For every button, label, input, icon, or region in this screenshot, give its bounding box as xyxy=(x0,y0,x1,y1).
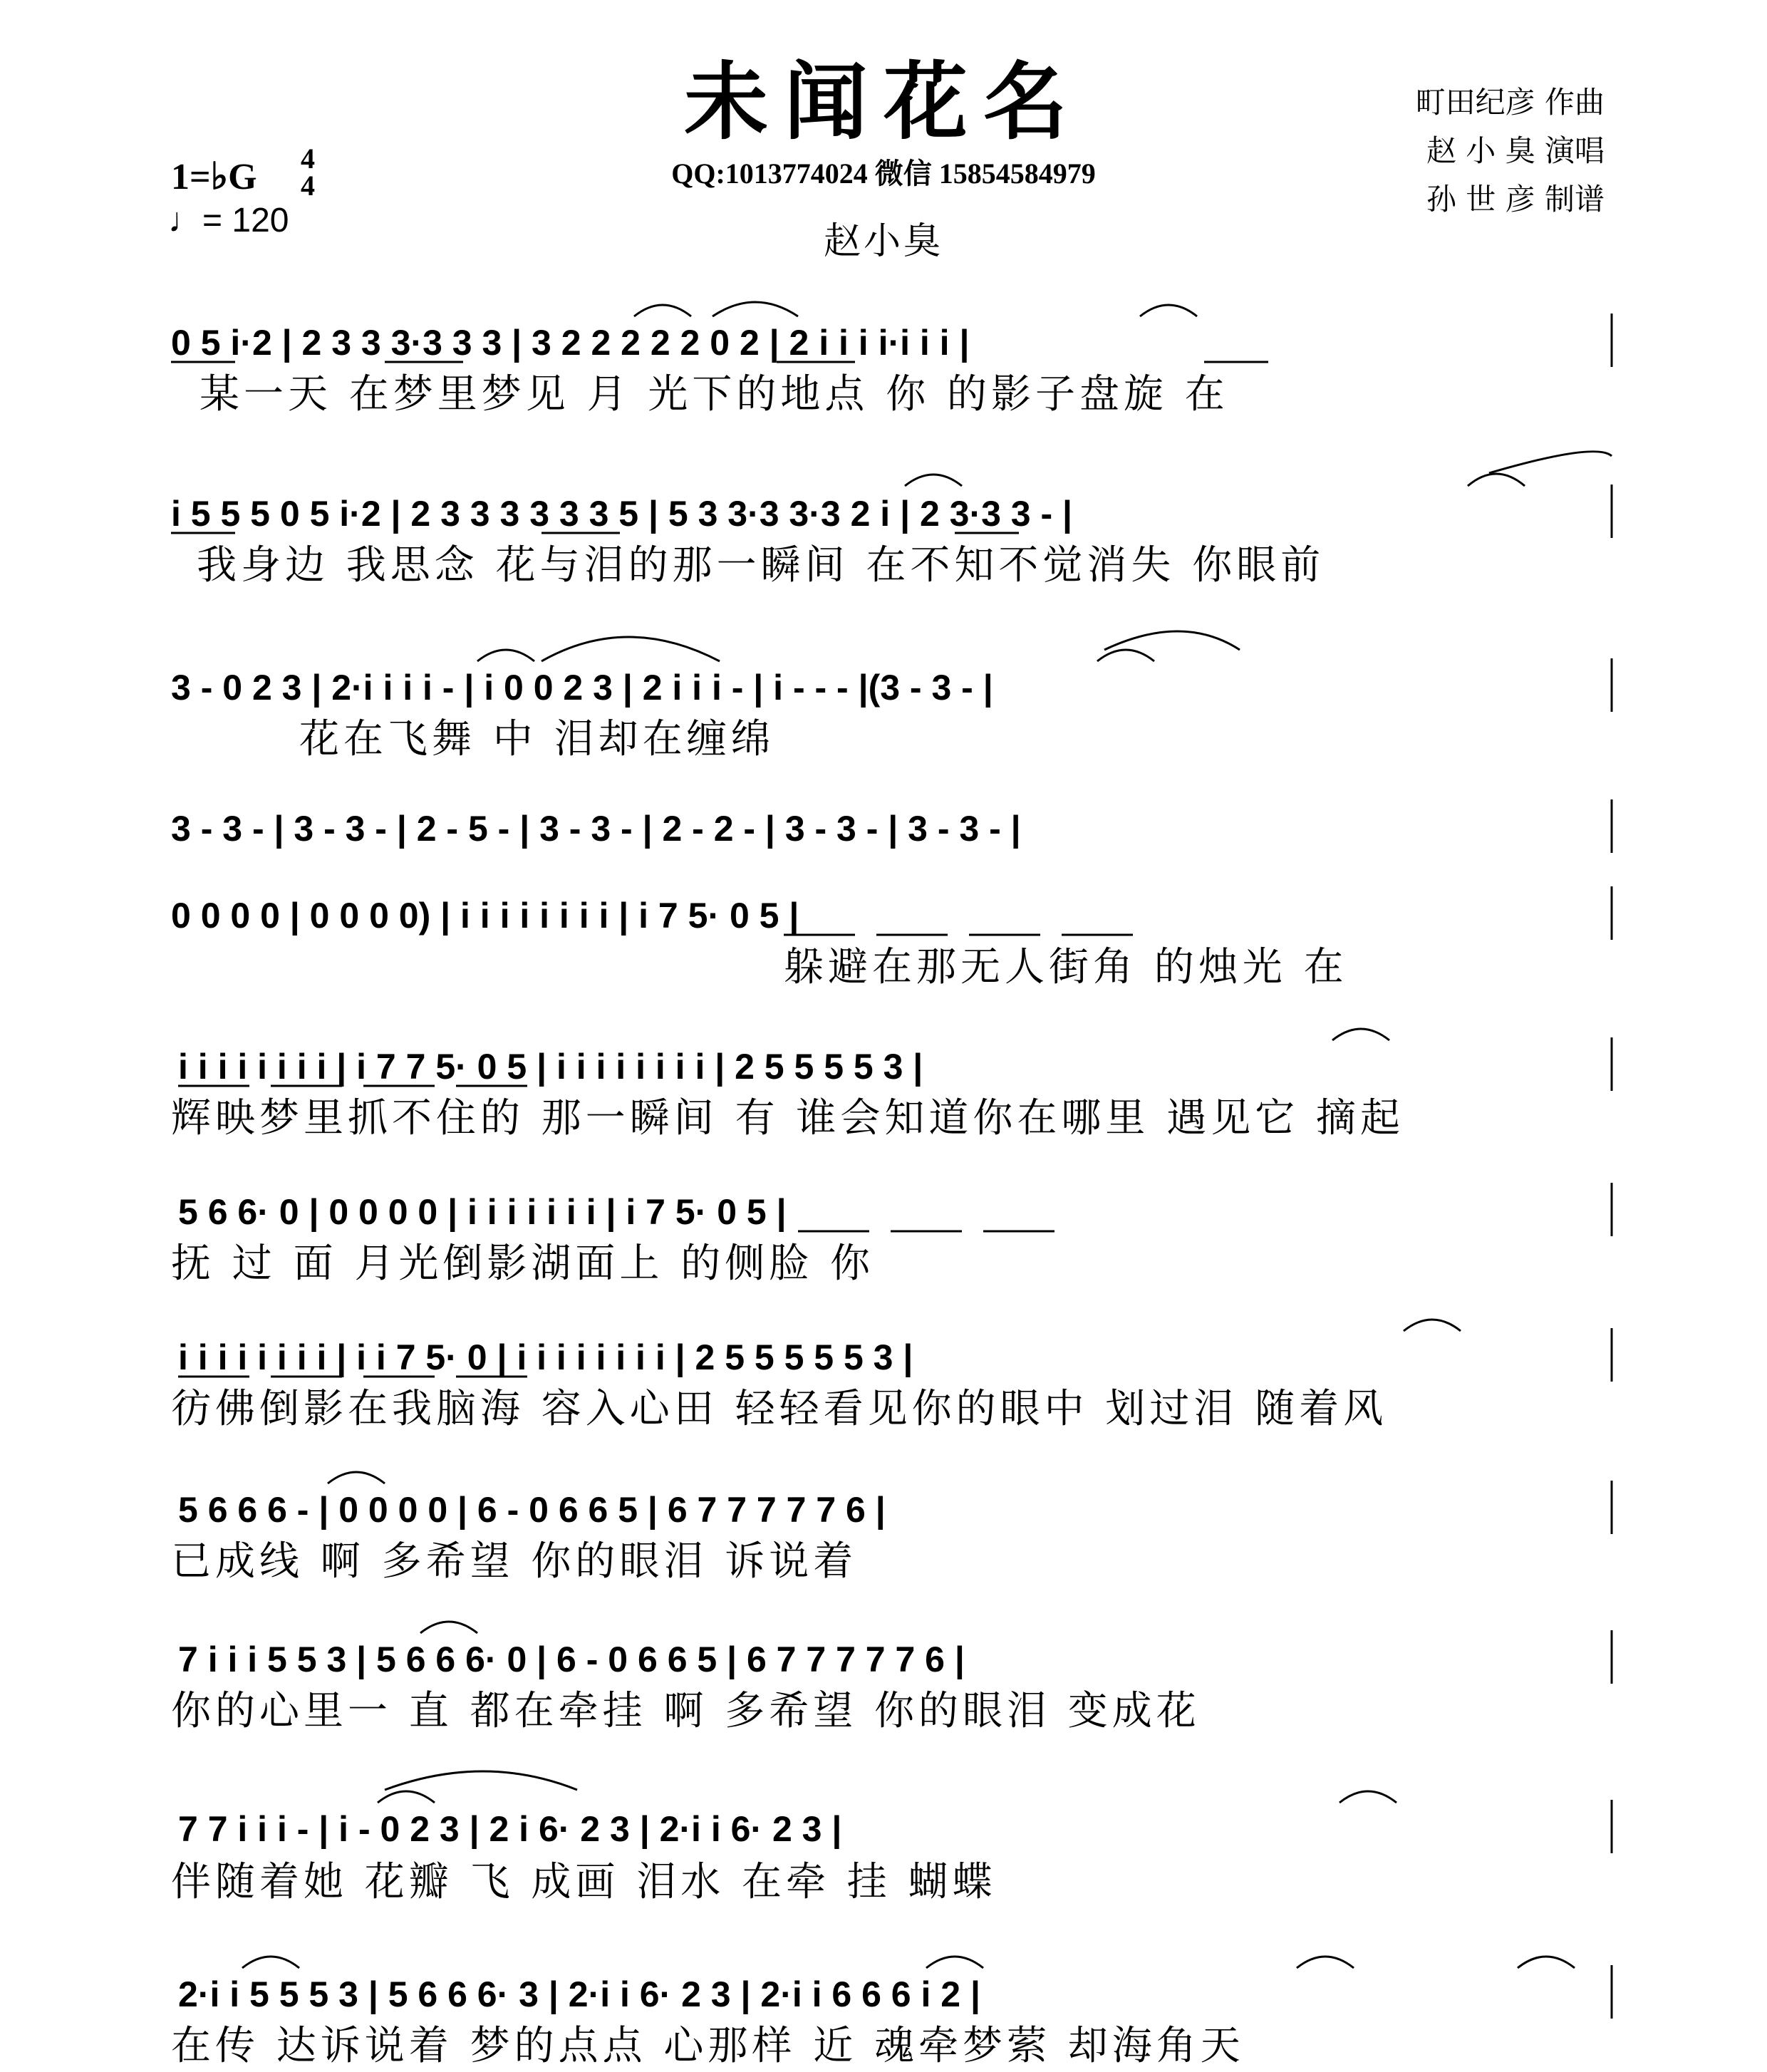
score-system xyxy=(171,1047,1404,1141)
slur xyxy=(1468,474,1525,486)
notation-line: 3 - 0 2 3 | 2·i i i i - | i 0 0 2 3 | 2 i i i - | i - - - |(3 - 3 - | xyxy=(171,668,993,708)
slur xyxy=(542,637,720,661)
lyric-line: 某一天 在梦里梦见 月 光下的地点 你 的影子盘旋 在 xyxy=(200,371,1229,418)
slur xyxy=(1097,650,1154,661)
lyric-line: 在传 达诉说着 梦的点点 心那样 近 魂牵梦萦 却海角天 xyxy=(171,2023,1245,2069)
slur xyxy=(1140,305,1197,316)
lyric-line: 抚 过 面 月光倒影湖面上 的侧脸 你 xyxy=(171,1240,875,1287)
notation-line: i i i i i i i i | i 7 7 5· 0 5 | i i i i i i i i | 2 5 5 5 5 3 | xyxy=(178,1047,923,1087)
lyric-line: 你的心里一 直 都在牵挂 啊 多希望 你的眼泪 变成花 xyxy=(171,1688,1201,1734)
meter-denominator: 4 xyxy=(301,170,315,202)
song-title: 未闻花名 xyxy=(683,53,1083,151)
meter-numerator: 4 xyxy=(301,143,315,175)
lyric-line: 花在飞舞 中 泪却在缠绵 xyxy=(299,716,775,762)
notation-line: i 5 5 5 0 5 i·2 | 2 3 3 3 3 3 3 5 | 5 3 3·3 3·3 2 i | 2 3·3 3 - | xyxy=(171,494,1073,534)
performer-credit: 赵 小 臭 演唱 xyxy=(1426,133,1605,168)
slur xyxy=(420,1622,477,1633)
notation-line: 0 5 i·2 | 2 3 3 3·3 3 3 | 3 2 2 2 2 2 0 2 | 2 i i i i·i i i | xyxy=(171,323,970,363)
lyric-line: 彷佛倒影在我脑海 容入心田 轻轻看见你的眼中 划过泪 随着风 xyxy=(171,1386,1388,1432)
notation-line: 0 0 0 0 | 0 0 0 0) | i i i i i i i i | i 7 5· 0 5 | xyxy=(171,896,799,936)
score-system xyxy=(171,809,1021,849)
slur xyxy=(1332,1029,1389,1040)
transcriber-credit: 孙 世 彦 制谱 xyxy=(1426,182,1605,217)
notation-line: 5 6 6 6 - | 0 0 0 0 | 6 - 0 6 6 5 | 6 7 7 7 7 7 6 | xyxy=(178,1490,886,1530)
tempo-marking: ♩= 120 xyxy=(168,202,289,239)
score-system xyxy=(171,1490,886,1585)
score-system xyxy=(171,1192,874,1287)
notation-line: 5 6 6· 0 | 0 0 0 0 | i i i i i i i | i 7 5· 0 5 | xyxy=(178,1192,787,1232)
lyric-line: 已成线 啊 多希望 你的眼泪 诉说着 xyxy=(171,1538,858,1585)
lyric-line: 伴随着她 花瓣 飞 成画 泪水 在牵 挂 蝴蝶 xyxy=(171,1859,997,1905)
notation-line: 3 - 3 - | 3 - 3 - | 2 - 5 - | 3 - 3 - | 2 - 2 - | 3 - 3 - | 3 - 3 - | xyxy=(171,809,1021,849)
notation-line: 7 7 i i i - | i - 0 2 3 | 2 i 6· 2 3 | 2·i i 6· 2 3 | xyxy=(178,1809,842,1849)
score-system xyxy=(171,668,993,762)
slur xyxy=(1104,631,1240,650)
lyric-line: 辉映梦里抓不住的 那一瞬间 有 谁会知道你在哪里 遇见它 摘起 xyxy=(171,1095,1405,1141)
score-system xyxy=(171,1337,1387,1432)
notation-line: 2·i i 5 5 5 3 | 5 6 6 6· 3 | 2·i i 6· 2 3 | 2·i i 6 6 6 i 2 | xyxy=(178,1974,980,2014)
slur xyxy=(926,1957,983,1968)
composer-credit: 町田纪彦 作曲 xyxy=(1415,85,1605,120)
lyric-line: 躲避在那无人街角 的烛光 在 xyxy=(784,944,1348,990)
score-system xyxy=(171,1809,997,1905)
slur xyxy=(378,1791,435,1803)
singer-name: 赵小臭 xyxy=(823,220,943,263)
notation-line: i i i i i i i i | i i 7 5· 0 | i i i i i i i i | 2 5 5 5 5 5 3 | xyxy=(178,1337,913,1377)
slur xyxy=(905,475,962,486)
score-system xyxy=(171,323,1229,418)
score-system xyxy=(171,896,1348,990)
score-system xyxy=(171,1640,1201,1734)
slur xyxy=(634,305,691,316)
slur xyxy=(1518,1957,1575,1968)
slur xyxy=(477,650,534,661)
slur xyxy=(1404,1320,1461,1331)
slur xyxy=(1340,1791,1396,1803)
notation-line: 7 i i i 5 5 3 | 5 6 6 6· 0 | 6 - 0 6 6 5 | 6 7 7 7 7 7 6 | xyxy=(178,1640,965,1679)
slur xyxy=(1297,1957,1354,1968)
contact-info: QQ:1013774024 微信 15854584979 xyxy=(671,157,1096,190)
slur xyxy=(1489,452,1612,473)
score-system xyxy=(171,1974,1245,2069)
slur xyxy=(328,1472,385,1483)
slur xyxy=(242,1957,299,1968)
lyric-line: 我身边 我思念 花与泪的那一瞬间 在不知不觉消失 你眼前 xyxy=(197,542,1325,589)
key-signature: 1=♭G xyxy=(171,157,257,197)
slur xyxy=(712,302,798,316)
score-system xyxy=(171,494,1325,589)
slur xyxy=(385,1771,577,1790)
